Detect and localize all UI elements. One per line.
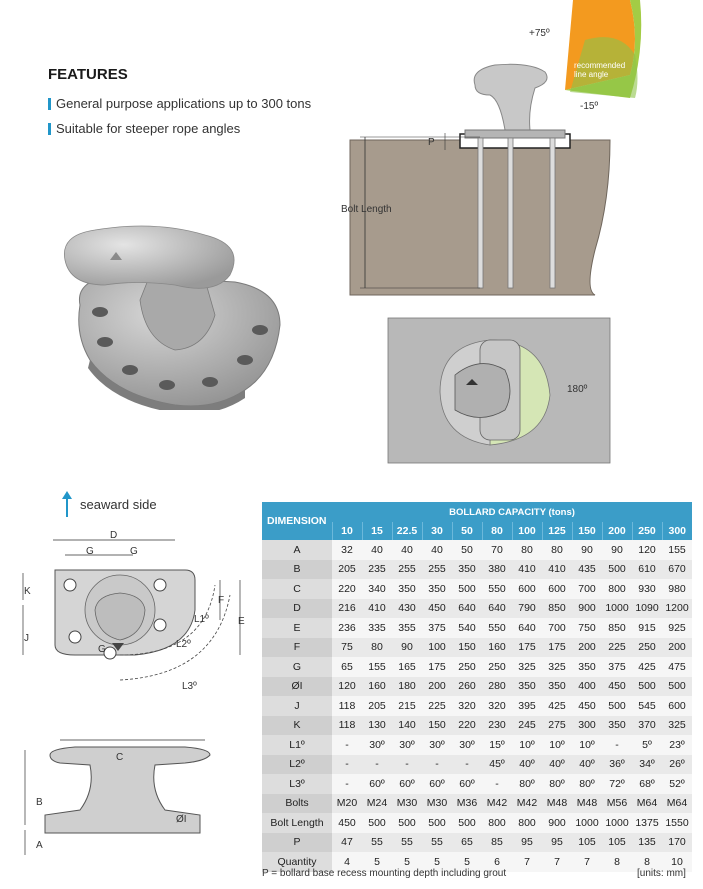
feature-text: Suitable for steeper rope angles xyxy=(56,121,241,136)
row-label: J xyxy=(262,696,332,716)
table-cell: 10º xyxy=(542,735,572,755)
table-cell: 40º xyxy=(542,755,572,775)
dim-g-center-label: G xyxy=(98,644,106,655)
table-cell: 1000 xyxy=(602,813,632,833)
capacity-column-header: 22.5 xyxy=(392,522,422,540)
table-row xyxy=(262,813,692,833)
capacity-column-header: 80 xyxy=(482,522,512,540)
table-cell: 236 xyxy=(332,618,362,638)
table-cell: 5 xyxy=(452,852,482,872)
table-cell: 10º xyxy=(572,735,602,755)
table-cell: 370 xyxy=(632,716,662,736)
table-cell: 118 xyxy=(332,696,362,716)
table-cell: - xyxy=(392,755,422,775)
table-cell: 95 xyxy=(542,833,572,853)
table-cell: 220 xyxy=(332,579,362,599)
row-label: D xyxy=(262,599,332,619)
table-cell: 450 xyxy=(602,677,632,697)
table-cell: 250 xyxy=(482,657,512,677)
row-label: G xyxy=(262,657,332,677)
table-cell: 34º xyxy=(632,755,662,775)
table-cell: 50 xyxy=(452,540,482,560)
dim-c-label: C xyxy=(116,752,124,763)
bullet-bar xyxy=(48,98,51,110)
table-cell: M30 xyxy=(392,794,422,814)
row-label: L2º xyxy=(262,755,332,775)
table-cell: 32 xyxy=(332,540,362,560)
table-cell: 40 xyxy=(392,540,422,560)
table-cell: 165 xyxy=(392,657,422,677)
table-cell: - xyxy=(362,755,392,775)
table-cell: 410 xyxy=(542,560,572,580)
feature-item xyxy=(48,96,311,111)
dim-l2-label: L2º xyxy=(176,639,191,650)
table-row xyxy=(262,599,692,619)
table-cell: 1200 xyxy=(662,599,692,619)
table-cell: 170 xyxy=(662,833,692,853)
dim-g-label: G xyxy=(130,546,138,557)
table-cell: 500 xyxy=(362,813,392,833)
row-label: L3º xyxy=(262,774,332,794)
table-cell: 500 xyxy=(632,677,662,697)
table-cell: 175 xyxy=(422,657,452,677)
table-body xyxy=(262,540,692,872)
row-label: F xyxy=(262,638,332,658)
capacity-column-header: 100 xyxy=(512,522,542,540)
table-cell: 80 xyxy=(512,540,542,560)
table-cell: M20 xyxy=(332,794,362,814)
table-cell: - xyxy=(452,755,482,775)
table-cell: 118 xyxy=(332,716,362,736)
table-cell: 80º xyxy=(512,774,542,794)
table-cell: 205 xyxy=(332,560,362,580)
feature-text: General purpose applications up to 300 tons xyxy=(56,96,312,111)
table-cell: 255 xyxy=(422,560,452,580)
table-cell: 30º xyxy=(422,735,452,755)
table-cell: 350 xyxy=(542,677,572,697)
dim-e-label: E xyxy=(238,616,245,627)
table-cell: 475 xyxy=(662,657,692,677)
table-cell: 10º xyxy=(512,735,542,755)
capacity-column-header: 300 xyxy=(662,522,692,540)
table-cell: M48 xyxy=(542,794,572,814)
table-cell: 90 xyxy=(602,540,632,560)
table-cell: 200 xyxy=(662,638,692,658)
table-cell: 8 xyxy=(632,852,662,872)
table-cell: 1000 xyxy=(602,599,632,619)
table-cell: 105 xyxy=(572,833,602,853)
table-cell: 215 xyxy=(392,696,422,716)
capacity-column-header: 30 xyxy=(422,522,452,540)
seaward-label: seaward side xyxy=(80,496,157,512)
dimension-header: DIMENSION xyxy=(262,502,332,540)
table-cell: 160 xyxy=(362,677,392,697)
table-cell: M24 xyxy=(362,794,392,814)
capacity-column-header: 200 xyxy=(602,522,632,540)
table-cell: 640 xyxy=(452,599,482,619)
dim-a-label: A xyxy=(36,840,43,851)
capacity-column-header: 15 xyxy=(362,522,392,540)
table-row xyxy=(262,774,692,794)
table-cell: 325 xyxy=(512,657,542,677)
table-cell: 380 xyxy=(482,560,512,580)
table-row xyxy=(262,618,692,638)
table-cell: 275 xyxy=(542,716,572,736)
row-label: L1º xyxy=(262,735,332,755)
table-cell: 5º xyxy=(632,735,662,755)
table-cell: 500 xyxy=(452,813,482,833)
dim-g-label: G xyxy=(86,546,94,557)
table-cell: 355 xyxy=(392,618,422,638)
table-row xyxy=(262,755,692,775)
table-cell: 95 xyxy=(512,833,542,853)
row-label: K xyxy=(262,716,332,736)
table-cell: 335 xyxy=(362,618,392,638)
dim-diameter-label: ØI xyxy=(176,814,187,825)
capacity-column-header: 250 xyxy=(632,522,662,540)
table-cell: 280 xyxy=(482,677,512,697)
table-cell: 205 xyxy=(362,696,392,716)
capacity-column-header: 10 xyxy=(332,522,362,540)
recommended-angle-label: recommended line angle xyxy=(574,61,626,79)
table-cell: 350 xyxy=(422,579,452,599)
table-row xyxy=(262,716,692,736)
table-cell: 320 xyxy=(482,696,512,716)
table-cell: 750 xyxy=(572,618,602,638)
table-row xyxy=(262,833,692,853)
table-cell: 850 xyxy=(542,599,572,619)
row-label: E xyxy=(262,618,332,638)
table-cell: 800 xyxy=(602,579,632,599)
table-cell: - xyxy=(332,755,362,775)
table-cell: 225 xyxy=(602,638,632,658)
table-cell: 550 xyxy=(482,579,512,599)
table-cell: 500 xyxy=(602,696,632,716)
table-cell: 250 xyxy=(632,638,662,658)
table-cell: 350 xyxy=(452,560,482,580)
table-cell: 500 xyxy=(422,813,452,833)
table-cell: 500 xyxy=(392,813,422,833)
table-cell: 200 xyxy=(422,677,452,697)
table-cell: M64 xyxy=(632,794,662,814)
table-row xyxy=(262,735,692,755)
table-cell: 1550 xyxy=(662,813,692,833)
table-cell: 600 xyxy=(512,579,542,599)
table-cell: 55 xyxy=(362,833,392,853)
table-cell: 8 xyxy=(602,852,632,872)
table-cell: 850 xyxy=(602,618,632,638)
table-cell: 450 xyxy=(422,599,452,619)
table-cell: 325 xyxy=(542,657,572,677)
table-cell: 80º xyxy=(542,774,572,794)
angle-plus-label: +75º xyxy=(529,28,550,39)
table-cell: 72º xyxy=(602,774,632,794)
bullet-bar xyxy=(48,123,51,135)
up-arrow-icon xyxy=(62,491,72,517)
table-cell: 435 xyxy=(572,560,602,580)
table-cell: 90 xyxy=(572,540,602,560)
table-cell: 36º xyxy=(602,755,632,775)
angle-minus-label: -15º xyxy=(580,101,599,112)
capacity-column-header: 50 xyxy=(452,522,482,540)
table-cell: 140 xyxy=(392,716,422,736)
table-cell: 7 xyxy=(572,852,602,872)
table-cell: 1375 xyxy=(632,813,662,833)
row-label: A xyxy=(262,540,332,560)
table-cell: 150 xyxy=(422,716,452,736)
table-cell: 47 xyxy=(332,833,362,853)
table-cell: 60º xyxy=(452,774,482,794)
table-cell: 425 xyxy=(632,657,662,677)
table-cell: 90 xyxy=(392,638,422,658)
table-cell: 10 xyxy=(662,852,692,872)
table-cell: 130 xyxy=(362,716,392,736)
table-cell: 60º xyxy=(392,774,422,794)
row-label: Bolt Length xyxy=(262,813,332,833)
table-cell: 30º xyxy=(452,735,482,755)
capacity-column-header: 150 xyxy=(572,522,602,540)
table-cell: 350 xyxy=(602,716,632,736)
table-cell: 350 xyxy=(572,657,602,677)
units-label: [units: mm] xyxy=(637,868,686,879)
p-dimension-label: P xyxy=(428,137,435,148)
table-cell: M30 xyxy=(422,794,452,814)
table-cell: 175 xyxy=(542,638,572,658)
table-cell: 350 xyxy=(512,677,542,697)
table-cell: 450 xyxy=(332,813,362,833)
table-cell: 255 xyxy=(392,560,422,580)
table-cell: 925 xyxy=(662,618,692,638)
table-cell: 30º xyxy=(362,735,392,755)
features-title: FEATURES xyxy=(48,66,128,83)
table-cell: 410 xyxy=(362,599,392,619)
table-cell: 40º xyxy=(572,755,602,775)
table-cell: 70 xyxy=(482,540,512,560)
table-cell: 55 xyxy=(392,833,422,853)
table-cell: M56 xyxy=(602,794,632,814)
table-cell: - xyxy=(332,735,362,755)
table-cell: 7 xyxy=(542,852,572,872)
table-cell: 610 xyxy=(632,560,662,580)
table-cell: 80º xyxy=(572,774,602,794)
table-cell: 55 xyxy=(422,833,452,853)
table-cell: 23º xyxy=(662,735,692,755)
row-label: ØI xyxy=(262,677,332,697)
table-cell: 800 xyxy=(512,813,542,833)
table-cell: 65 xyxy=(332,657,362,677)
table-cell: 915 xyxy=(632,618,662,638)
table-row xyxy=(262,794,692,814)
table-cell: 160 xyxy=(482,638,512,658)
table-cell: 930 xyxy=(632,579,662,599)
table-cell: 5 xyxy=(392,852,422,872)
table-cell: 155 xyxy=(662,540,692,560)
table-cell: 5 xyxy=(422,852,452,872)
row-label: Bolts xyxy=(262,794,332,814)
bolt-length-label: Bolt Length xyxy=(341,204,392,215)
table-cell: 790 xyxy=(512,599,542,619)
table-cell: 155 xyxy=(362,657,392,677)
table-cell: 375 xyxy=(422,618,452,638)
table-cell: 245 xyxy=(512,716,542,736)
dim-l1-label: L1º xyxy=(194,614,209,625)
table-row xyxy=(262,638,692,658)
table-cell: 175 xyxy=(512,638,542,658)
table-cell: 80 xyxy=(362,638,392,658)
table-cell: 540 xyxy=(452,618,482,638)
table-cell: M64 xyxy=(662,794,692,814)
table-cell: 68º xyxy=(632,774,662,794)
table-cell: 425 xyxy=(542,696,572,716)
table-cell: 500 xyxy=(602,560,632,580)
table-cell: 30º xyxy=(392,735,422,755)
table-cell: 52º xyxy=(662,774,692,794)
table-cell: 550 xyxy=(482,618,512,638)
dim-j-label: J xyxy=(24,633,29,644)
table-cell: 395 xyxy=(512,696,542,716)
table-cell: - xyxy=(602,735,632,755)
table-cell: 135 xyxy=(632,833,662,853)
table-cell: M42 xyxy=(512,794,542,814)
table-cell: 105 xyxy=(602,833,632,853)
table-cell: 400 xyxy=(572,677,602,697)
table-cell: 6 xyxy=(482,852,512,872)
bollard-spec-table xyxy=(262,502,692,872)
table-cell: 75 xyxy=(332,638,362,658)
table-cell: 700 xyxy=(572,579,602,599)
table-cell: 7 xyxy=(512,852,542,872)
table-cell: 640 xyxy=(512,618,542,638)
table-cell: 200 xyxy=(572,638,602,658)
table-cell: 216 xyxy=(332,599,362,619)
table-cell: 180 xyxy=(392,677,422,697)
dim-k-label: K xyxy=(24,586,31,597)
table-cell: 900 xyxy=(572,599,602,619)
table-row xyxy=(262,540,692,560)
table-cell: 26º xyxy=(662,755,692,775)
table-cell: 430 xyxy=(392,599,422,619)
table-cell: 300 xyxy=(572,716,602,736)
table-cell: 545 xyxy=(632,696,662,716)
table-cell: 150 xyxy=(452,638,482,658)
table-cell: 900 xyxy=(542,813,572,833)
capacity-column-header: 125 xyxy=(542,522,572,540)
table-cell: 80 xyxy=(542,540,572,560)
table-cell: 1090 xyxy=(632,599,662,619)
table-cell: 60º xyxy=(362,774,392,794)
table-cell: - xyxy=(332,774,362,794)
table-cell: 500 xyxy=(452,579,482,599)
table-cell: 980 xyxy=(662,579,692,599)
dim-b-label: B xyxy=(36,797,43,808)
table-cell: 4 xyxy=(332,852,362,872)
table-cell: 100 xyxy=(422,638,452,658)
capacity-header: BOLLARD CAPACITY (tons) xyxy=(332,502,692,522)
table-cell: 40º xyxy=(512,755,542,775)
table-row xyxy=(262,696,692,716)
row-label: Quantity xyxy=(262,852,332,872)
table-cell: - xyxy=(422,755,452,775)
table-cell: 320 xyxy=(452,696,482,716)
section-drawing xyxy=(330,0,703,470)
table-cell: 250 xyxy=(452,657,482,677)
footnote: P = bollard base recess mounting depth including grout xyxy=(262,868,507,879)
table-cell: - xyxy=(482,774,512,794)
table-cell: 340 xyxy=(362,579,392,599)
table-cell: 670 xyxy=(662,560,692,580)
table-cell: 45º xyxy=(482,755,512,775)
table-cell: 40 xyxy=(362,540,392,560)
table-cell: 800 xyxy=(482,813,512,833)
table-cell: 1000 xyxy=(572,813,602,833)
table-cell: 260 xyxy=(452,677,482,697)
table-cell: 700 xyxy=(542,618,572,638)
table-row xyxy=(262,657,692,677)
dim-d-label: D xyxy=(110,530,118,541)
table-cell: 40 xyxy=(422,540,452,560)
table-cell: 120 xyxy=(332,677,362,697)
seaward-indicator xyxy=(62,491,157,517)
table-cell: 5 xyxy=(362,852,392,872)
bollard-product-image xyxy=(55,220,295,410)
table-cell: 120 xyxy=(632,540,662,560)
table-cell: 15º xyxy=(482,735,512,755)
dim-f-label: F xyxy=(218,595,225,606)
dim-l3-label: L3º xyxy=(182,681,197,692)
table-cell: 235 xyxy=(362,560,392,580)
table-cell: M48 xyxy=(572,794,602,814)
table-cell: 640 xyxy=(482,599,512,619)
table-cell: 410 xyxy=(512,560,542,580)
table-cell: 60º xyxy=(422,774,452,794)
table-cell: 225 xyxy=(422,696,452,716)
table-cell: 600 xyxy=(542,579,572,599)
table-cell: 500 xyxy=(662,677,692,697)
table-cell: 325 xyxy=(662,716,692,736)
row-label: P xyxy=(262,833,332,853)
plan-angle-label: 180º xyxy=(567,384,588,395)
table-cell: 600 xyxy=(662,696,692,716)
table-cell: M42 xyxy=(482,794,512,814)
plan-drawing xyxy=(15,525,250,865)
table-cell: M36 xyxy=(452,794,482,814)
feature-item xyxy=(48,121,240,136)
row-label: C xyxy=(262,579,332,599)
table-cell: 375 xyxy=(602,657,632,677)
table-cell: 350 xyxy=(392,579,422,599)
table-cell: 230 xyxy=(482,716,512,736)
table-row xyxy=(262,677,692,697)
table-cell: 450 xyxy=(572,696,602,716)
table-cell: 220 xyxy=(452,716,482,736)
table-row xyxy=(262,579,692,599)
table-row xyxy=(262,560,692,580)
table-cell: 85 xyxy=(482,833,512,853)
table-cell: 65 xyxy=(452,833,482,853)
row-label: B xyxy=(262,560,332,580)
